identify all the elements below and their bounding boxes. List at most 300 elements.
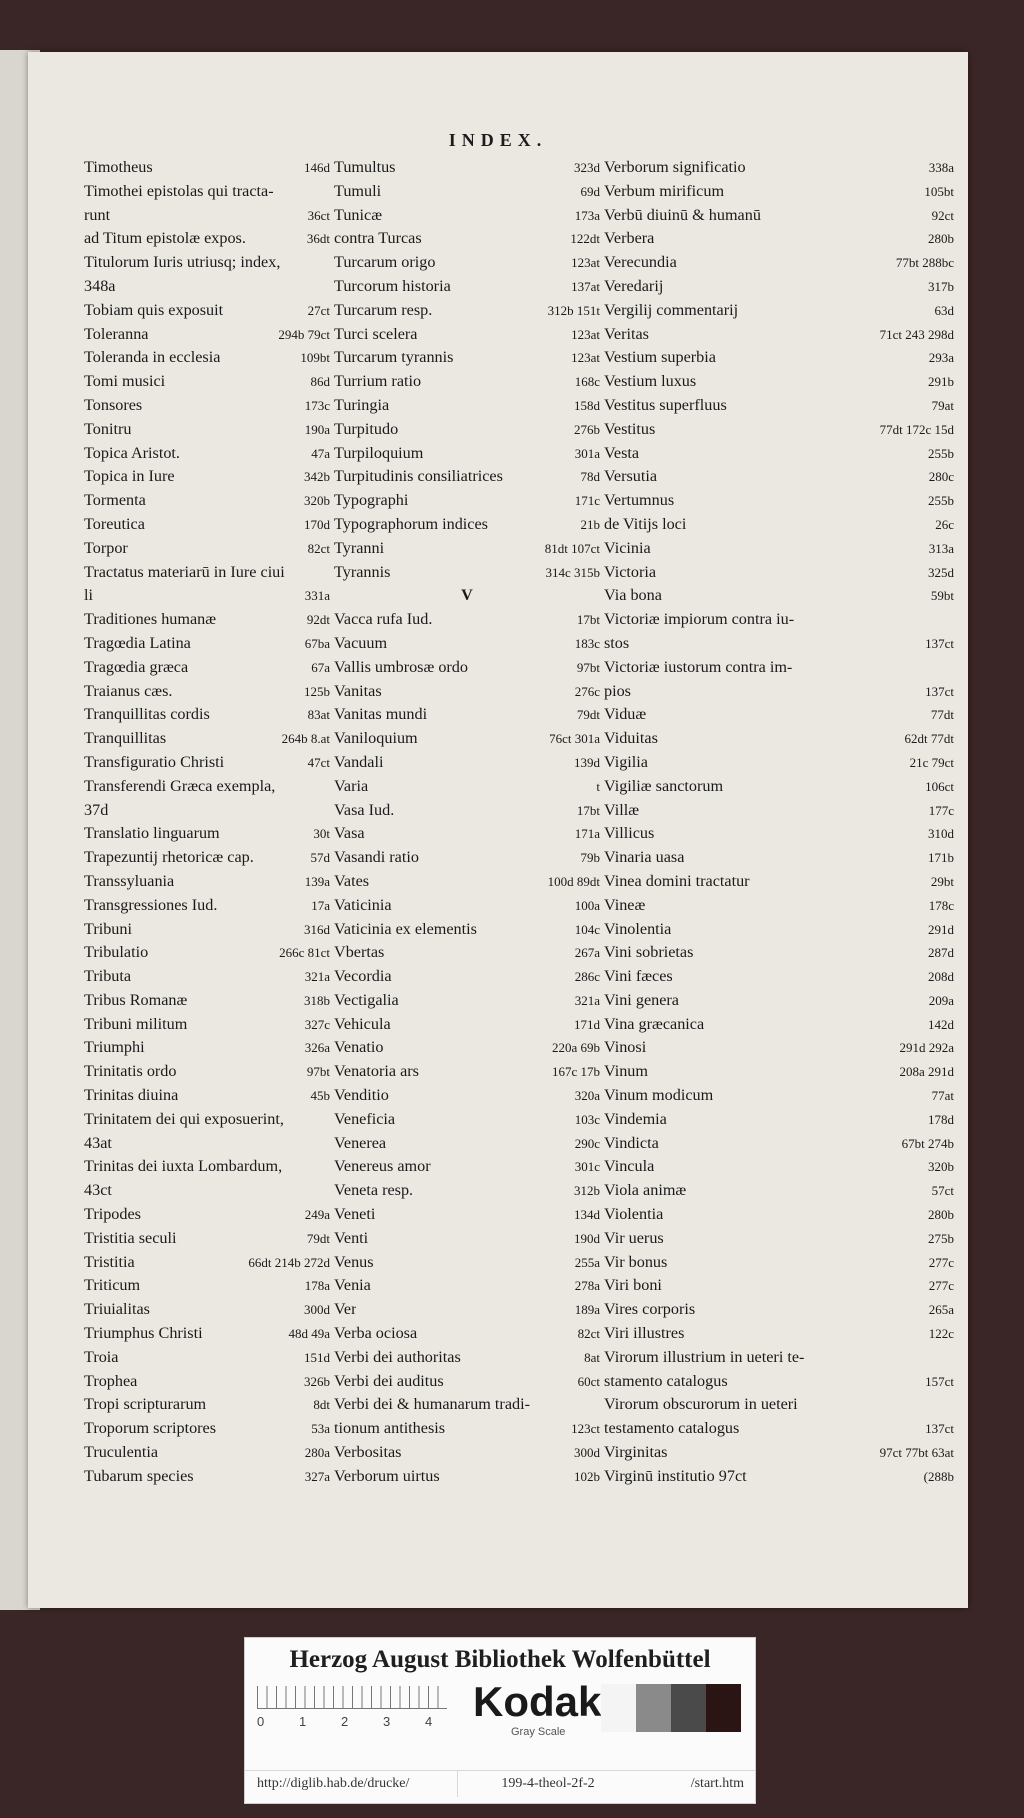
entry-term: Typographi (334, 491, 409, 510)
entry-term: V (461, 586, 473, 605)
entry-reference: 8dt (313, 1397, 330, 1413)
entry-term: Ver (334, 1300, 357, 1319)
index-entry (84, 727, 330, 751)
entry-term: runt (84, 205, 111, 224)
url-bar (245, 1770, 755, 1797)
entry-reference: 317b (928, 278, 954, 294)
entry-reference (326, 775, 330, 799)
entry-term: Villæ (604, 800, 640, 819)
index-entry (604, 989, 954, 1013)
entry-term: Viduæ (604, 705, 647, 724)
entry-reference: 318b (304, 992, 330, 1008)
scale-number: 4 (425, 1714, 433, 1729)
index-entry (604, 513, 954, 537)
entry-term: Turci scelera (334, 324, 418, 343)
index-entry (84, 680, 330, 704)
entry-term: Turcarum origo (334, 253, 436, 272)
index-entry (334, 727, 600, 751)
index-entry (334, 513, 600, 537)
scale-number: 1 (299, 1714, 307, 1729)
entry-reference: 338a (928, 160, 954, 175)
entry-term: Vir bonus (604, 1252, 668, 1271)
entry-term: Vinolentia (604, 919, 672, 938)
entry-term: Vestitus superfluus (604, 395, 727, 414)
index-entry (604, 1251, 954, 1275)
entry-reference: 123at (571, 255, 600, 271)
index-entry (84, 894, 330, 918)
entry-term: Vini genera (604, 990, 679, 1009)
entry-term: Vasa (334, 824, 365, 843)
entry-reference: 291b (928, 374, 954, 390)
entry-reference: 280a (304, 1445, 330, 1461)
index-entry (334, 442, 600, 466)
entry-term: contra Turcas (334, 229, 422, 248)
entry-term: Troporum scriptores (84, 1419, 217, 1438)
entry-reference: 291d (928, 921, 954, 937)
entry-reference: 137ct (925, 683, 954, 699)
index-entry (604, 275, 954, 299)
entry-term: Vates (334, 871, 370, 890)
index-entry (604, 1108, 954, 1132)
index-entry (84, 1084, 330, 1108)
entry-term: Tristitia seculi (84, 1228, 177, 1247)
index-entry (334, 703, 600, 727)
entry-term: Vandali (334, 752, 384, 771)
index-entry (334, 751, 600, 775)
entry-reference: 178c (928, 897, 954, 913)
entry-reference: 53a (311, 1421, 330, 1437)
entry-reference: 310d (928, 826, 954, 842)
entry-term: Vestium superbia (604, 348, 716, 367)
entry-term: Varia (334, 776, 369, 795)
entry-term: Veritas (604, 324, 649, 343)
entry-reference: (288b (923, 1468, 954, 1484)
index-entry (84, 751, 330, 775)
entry-reference: 171a (574, 826, 600, 842)
index-entry (334, 989, 600, 1013)
index-entry (604, 941, 954, 965)
entry-reference: 280b (928, 1207, 954, 1223)
index-entry (84, 918, 330, 942)
entry-term: Turingia (334, 395, 390, 414)
entry-term: Tribus Romanæ (84, 990, 188, 1009)
entry-term: Veredarij (604, 276, 664, 295)
swatch (636, 1684, 671, 1732)
index-entry (84, 870, 330, 894)
entry-term: Villicus (604, 824, 655, 843)
index-entry (604, 799, 954, 823)
index-entry (334, 965, 600, 989)
entry-reference: 220a 69b (551, 1040, 600, 1056)
entry-reference: 173c (304, 397, 330, 413)
index-entry (334, 1036, 600, 1060)
index-entry (84, 656, 330, 680)
entry-term: Tribulatio (84, 943, 149, 962)
entry-reference: 103c (574, 1111, 600, 1127)
entry-term: Vehicula (334, 1014, 391, 1033)
entry-term: Vasa Iud. (334, 800, 395, 819)
entry-term: Vini sobrietas (604, 943, 694, 962)
entry-term: Tumultus (334, 158, 396, 176)
entry-reference: 57d (310, 850, 330, 866)
index-entry (334, 1203, 600, 1227)
entry-term: Transgressiones Iud. (84, 895, 218, 914)
entry-reference: 293a (928, 350, 954, 366)
entry-term: Trinitas diuina (84, 1086, 179, 1105)
index-entry (604, 1417, 954, 1441)
entry-term: Vacca rufa Iud. (334, 610, 433, 629)
index-entry (334, 394, 600, 418)
entry-reference: 171d (574, 1016, 600, 1032)
index-entry (84, 989, 330, 1013)
entry-term: Transsyluania (84, 871, 175, 890)
index-entry (604, 632, 954, 656)
entry-term: Verborum uirtus (334, 1466, 440, 1485)
entry-reference: 275b (928, 1230, 954, 1246)
index-entry (84, 394, 330, 418)
entry-term: Triticum (84, 1276, 141, 1295)
index-entry (84, 1251, 330, 1275)
entry-reference: 342b (304, 469, 330, 485)
index-entry (604, 727, 954, 751)
entry-term: Tranquillitas cordis (84, 705, 210, 724)
entry-term: Vindicta (604, 1133, 659, 1152)
index-entry (84, 465, 330, 489)
index-entry (84, 703, 330, 727)
index-entry (84, 1132, 330, 1156)
entry-reference (326, 1179, 330, 1203)
entry-reference: 109bt (300, 350, 330, 366)
index-entry (604, 204, 954, 228)
index-entry (334, 1370, 600, 1394)
entry-reference: 125b (304, 683, 330, 699)
entry-term: Tripodes (84, 1205, 141, 1224)
index-entry (604, 1346, 954, 1370)
entry-reference: 265a (928, 1302, 954, 1318)
entry-reference: 81dt 107ct (544, 540, 600, 556)
entry-term: Topica Aristot. (84, 443, 180, 462)
index-entry (604, 584, 954, 608)
entry-reference (326, 251, 330, 275)
index-entry (84, 799, 330, 823)
entry-term: Traditiones humanæ (84, 610, 217, 629)
entry-reference: 36ct (307, 207, 330, 223)
entry-reference: t (596, 778, 600, 794)
entry-term: Venia (334, 1276, 371, 1295)
url-right[interactable]: /start.htm (690, 1776, 744, 1791)
entry-reference: 92ct (931, 207, 954, 223)
entry-term: Tribuni militum (84, 1014, 188, 1033)
entry-reference: 168c (574, 374, 600, 390)
index-entry (604, 680, 954, 704)
entry-reference: 102b (574, 1468, 600, 1484)
index-entry (84, 299, 330, 323)
entry-reference: 137ct (925, 635, 954, 651)
index-entry (604, 299, 954, 323)
index-entry (604, 608, 954, 632)
book-page (28, 52, 968, 1608)
entry-reference: 264b 8.at (281, 731, 330, 747)
index-entry (334, 1132, 600, 1156)
entry-term: Vinea domini tractatur (604, 871, 750, 890)
index-entry (334, 1465, 600, 1489)
entry-term: Tragœdia Latina (84, 633, 191, 652)
index-entry (84, 1036, 330, 1060)
index-entry (334, 1346, 600, 1370)
entry-term: Trinitas dei iuxta Lombardum, (84, 1157, 283, 1176)
index-entry (334, 1322, 600, 1346)
entry-term: Virorum obscurorum in ueteri (604, 1395, 798, 1414)
entry-term: Triuialitas (84, 1300, 150, 1319)
index-entry (84, 1274, 330, 1298)
entry-term: Viduitas (604, 729, 658, 748)
entry-term: Victoriæ iustorum contra im- (604, 657, 793, 676)
index-entry (84, 1013, 330, 1037)
index-entry (604, 418, 954, 442)
entry-reference: 79at (931, 397, 954, 413)
index-heading: INDEX. (448, 130, 548, 150)
entry-term: Vinum (604, 1062, 648, 1081)
entry-reference: 320a (574, 1088, 600, 1104)
entry-reference: 79b (580, 850, 600, 866)
entry-reference: 276b (574, 421, 600, 437)
index-entry (84, 1227, 330, 1251)
section-letter (334, 584, 600, 608)
entry-reference: 190d (574, 1230, 600, 1246)
entry-term: Toleranda in ecclesia (84, 348, 221, 367)
entry-reference: 77dt (930, 707, 954, 723)
entry-term: stos (604, 633, 630, 652)
entry-reference: 331a (304, 588, 330, 604)
entry-term: Toleranna (84, 324, 149, 343)
entry-reference: 123ct (571, 1421, 600, 1437)
entry-reference: 63d (934, 302, 954, 318)
entry-reference: 276c (574, 683, 600, 699)
entry-reference: 82ct (577, 1326, 600, 1342)
entry-reference: 267a (574, 945, 600, 961)
entry-term: Vestitus (604, 419, 656, 438)
entry-reference: 300d (574, 1445, 600, 1461)
entry-term: Trophea (84, 1371, 138, 1390)
index-entry (84, 1370, 330, 1394)
index-entry (604, 1298, 954, 1322)
entry-reference: 173a (574, 207, 600, 223)
index-entry (334, 1298, 600, 1322)
index-entry (604, 489, 954, 513)
index-entry (334, 846, 600, 870)
entry-reference: 122c (928, 1326, 954, 1342)
entry-reference: 327a (304, 1468, 330, 1484)
entry-term: Virorum illustrium in ueteri te- (604, 1347, 805, 1366)
entry-reference: 287d (928, 945, 954, 961)
index-entry (334, 489, 600, 513)
entry-term: 43at (84, 1133, 112, 1152)
entry-term: Trapezuntij rhetoricæ cap. (84, 848, 254, 867)
entry-reference: 312b 151t (547, 302, 600, 318)
index-entry (84, 227, 330, 251)
entry-term: tionum antithesis (334, 1419, 446, 1438)
entry-reference: 17bt (576, 612, 600, 628)
index-entry (604, 1393, 954, 1417)
entry-term: Vinaria uasa (604, 848, 685, 867)
entry-reference: 59bt (930, 588, 954, 604)
entry-reference: 277c (928, 1278, 954, 1294)
entry-reference: 146d (304, 160, 330, 175)
entry-reference: 106ct (925, 778, 954, 794)
index-entry (84, 323, 330, 347)
index-entry (334, 204, 600, 228)
entry-term: Victoria (604, 562, 657, 581)
index-entry (84, 775, 330, 799)
entry-term: Vasandi ratio (334, 848, 419, 867)
swatch (671, 1684, 706, 1732)
entry-term: Tractatus materiarū in Iure ciui (84, 562, 285, 581)
swatch (706, 1684, 741, 1732)
index-entry (84, 1108, 330, 1132)
entry-reference: 327c (304, 1016, 330, 1032)
entry-reference: 208a 291d (899, 1064, 954, 1080)
entry-reference: 280b (928, 231, 954, 247)
index-entry (334, 656, 600, 680)
index-entry (84, 965, 330, 989)
index-entry (604, 323, 954, 347)
entry-term: Verbi dei & humanarum tradi- (334, 1395, 530, 1414)
entry-term: Vbertas (334, 943, 385, 962)
ruler-scale (257, 1686, 457, 1746)
index-entry (334, 822, 600, 846)
entry-term: Transferendi Græca exempla, (84, 776, 276, 795)
index-entry (334, 1251, 600, 1275)
index-entry (334, 1441, 600, 1465)
entry-term: Tobiam quis exposuit (84, 300, 224, 319)
entry-reference: 134d (574, 1207, 600, 1223)
entry-term: Timotheus (84, 158, 153, 176)
entry-term: Vaticinia ex elementis (334, 919, 477, 938)
entry-reference: 97ct 77bt 63at (879, 1445, 954, 1461)
index-entry (604, 965, 954, 989)
entry-reference: 21b (580, 516, 600, 532)
entry-term: Topica in Iure (84, 467, 175, 486)
index-entry (334, 156, 600, 180)
entry-reference: 291d 292a (899, 1040, 954, 1056)
index-entry (334, 251, 600, 275)
entry-term: Triumphus Christi (84, 1324, 203, 1343)
entry-term: Venereus amor (334, 1157, 431, 1176)
entry-term: li (84, 586, 93, 605)
index-entry (604, 918, 954, 942)
entry-term: Venus (334, 1252, 374, 1271)
index-entry (334, 1155, 600, 1179)
entry-term: Tragœdia græca (84, 657, 189, 676)
entry-reference: 255a (574, 1254, 600, 1270)
entry-reference: 151d (304, 1349, 330, 1365)
entry-reference: 277c (928, 1254, 954, 1270)
entry-reference: 30t (313, 826, 330, 842)
entry-term: Turpiloquium (334, 443, 424, 462)
entry-reference: 97bt (576, 659, 600, 675)
entry-reference: 105bt (924, 183, 954, 199)
url-left[interactable]: http://diglib.hab.de/drucke/ (257, 1776, 410, 1791)
index-entry (334, 346, 600, 370)
entry-reference: 178a (304, 1278, 330, 1294)
entry-reference: 300d (304, 1302, 330, 1318)
entry-term: Turcorum historia (334, 276, 451, 295)
index-entry (604, 1179, 954, 1203)
entry-term: Vigiliæ sanctorum (604, 776, 724, 795)
entry-term: Vini fæces (604, 967, 673, 986)
index-entry (84, 1441, 330, 1465)
index-entry (604, 537, 954, 561)
entry-term: Verborum significatio (604, 158, 746, 176)
index-entry (334, 370, 600, 394)
index-entry (84, 1465, 330, 1489)
entry-reference: 171b (928, 850, 954, 866)
entry-term: Truculentia (84, 1443, 159, 1462)
entry-term: Verbū diuinū & humanū (604, 205, 761, 224)
index-entry (604, 846, 954, 870)
entry-term: 43ct (84, 1181, 112, 1200)
entry-term: Trinitatem dei qui exposuerint, (84, 1109, 284, 1128)
entry-reference (950, 656, 954, 680)
entry-reference: 21c 79ct (909, 754, 954, 770)
index-entry (84, 275, 330, 299)
entry-term: Tormenta (84, 491, 146, 510)
entry-term: Venti (334, 1228, 369, 1247)
entry-reference: 79dt (306, 1230, 330, 1246)
index-entry (604, 1322, 954, 1346)
entry-reference (326, 1108, 330, 1132)
entry-term: Victoriæ impiorum contra iu- (604, 610, 795, 629)
entry-term: Versutia (604, 467, 658, 486)
entry-term: Vinum modicum (604, 1086, 714, 1105)
index-entry (84, 584, 330, 608)
entry-reference: 255b (928, 493, 954, 509)
entry-reference: 316d (304, 921, 330, 937)
entry-term: Vallis umbrosæ ordo (334, 657, 468, 676)
entry-term: Verbum mirificum (604, 181, 725, 200)
entry-reference: 66dt 214b 272d (248, 1254, 330, 1270)
swatch (601, 1684, 636, 1732)
index-entry (334, 1227, 600, 1251)
index-entry (334, 941, 600, 965)
url-mid[interactable]: 199-4-theol-2f-2 (457, 1771, 638, 1797)
index-entry (84, 489, 330, 513)
entry-term: Trinitatis ordo (84, 1062, 177, 1081)
index-entry (604, 1441, 954, 1465)
entry-reference: 69d (580, 183, 600, 199)
scale-number: 3 (383, 1714, 391, 1729)
entry-reference (596, 1393, 600, 1417)
entry-term: Transfiguratio Christi (84, 752, 225, 771)
entry-reference: 45b (310, 1088, 330, 1104)
entry-reference: 60ct (577, 1373, 600, 1389)
entry-reference: 82ct (307, 540, 330, 556)
entry-term: Tyranni (334, 538, 385, 557)
index-entry (84, 1155, 330, 1179)
entry-term: Tomi musici (84, 372, 166, 391)
entry-term: Traianus cæs. (84, 681, 173, 700)
entry-reference: 78d (580, 469, 600, 485)
entry-reference: 313a (928, 540, 954, 556)
entry-reference: 183c (574, 635, 600, 651)
kodak-logo: Kodak (473, 1678, 602, 1725)
index-entry (604, 394, 954, 418)
entry-term: pios (604, 681, 631, 700)
entry-term: Tunicæ (334, 205, 382, 224)
entry-term: Veneti (334, 1205, 376, 1224)
index-entry (604, 894, 954, 918)
entry-reference: 104c (574, 921, 600, 937)
